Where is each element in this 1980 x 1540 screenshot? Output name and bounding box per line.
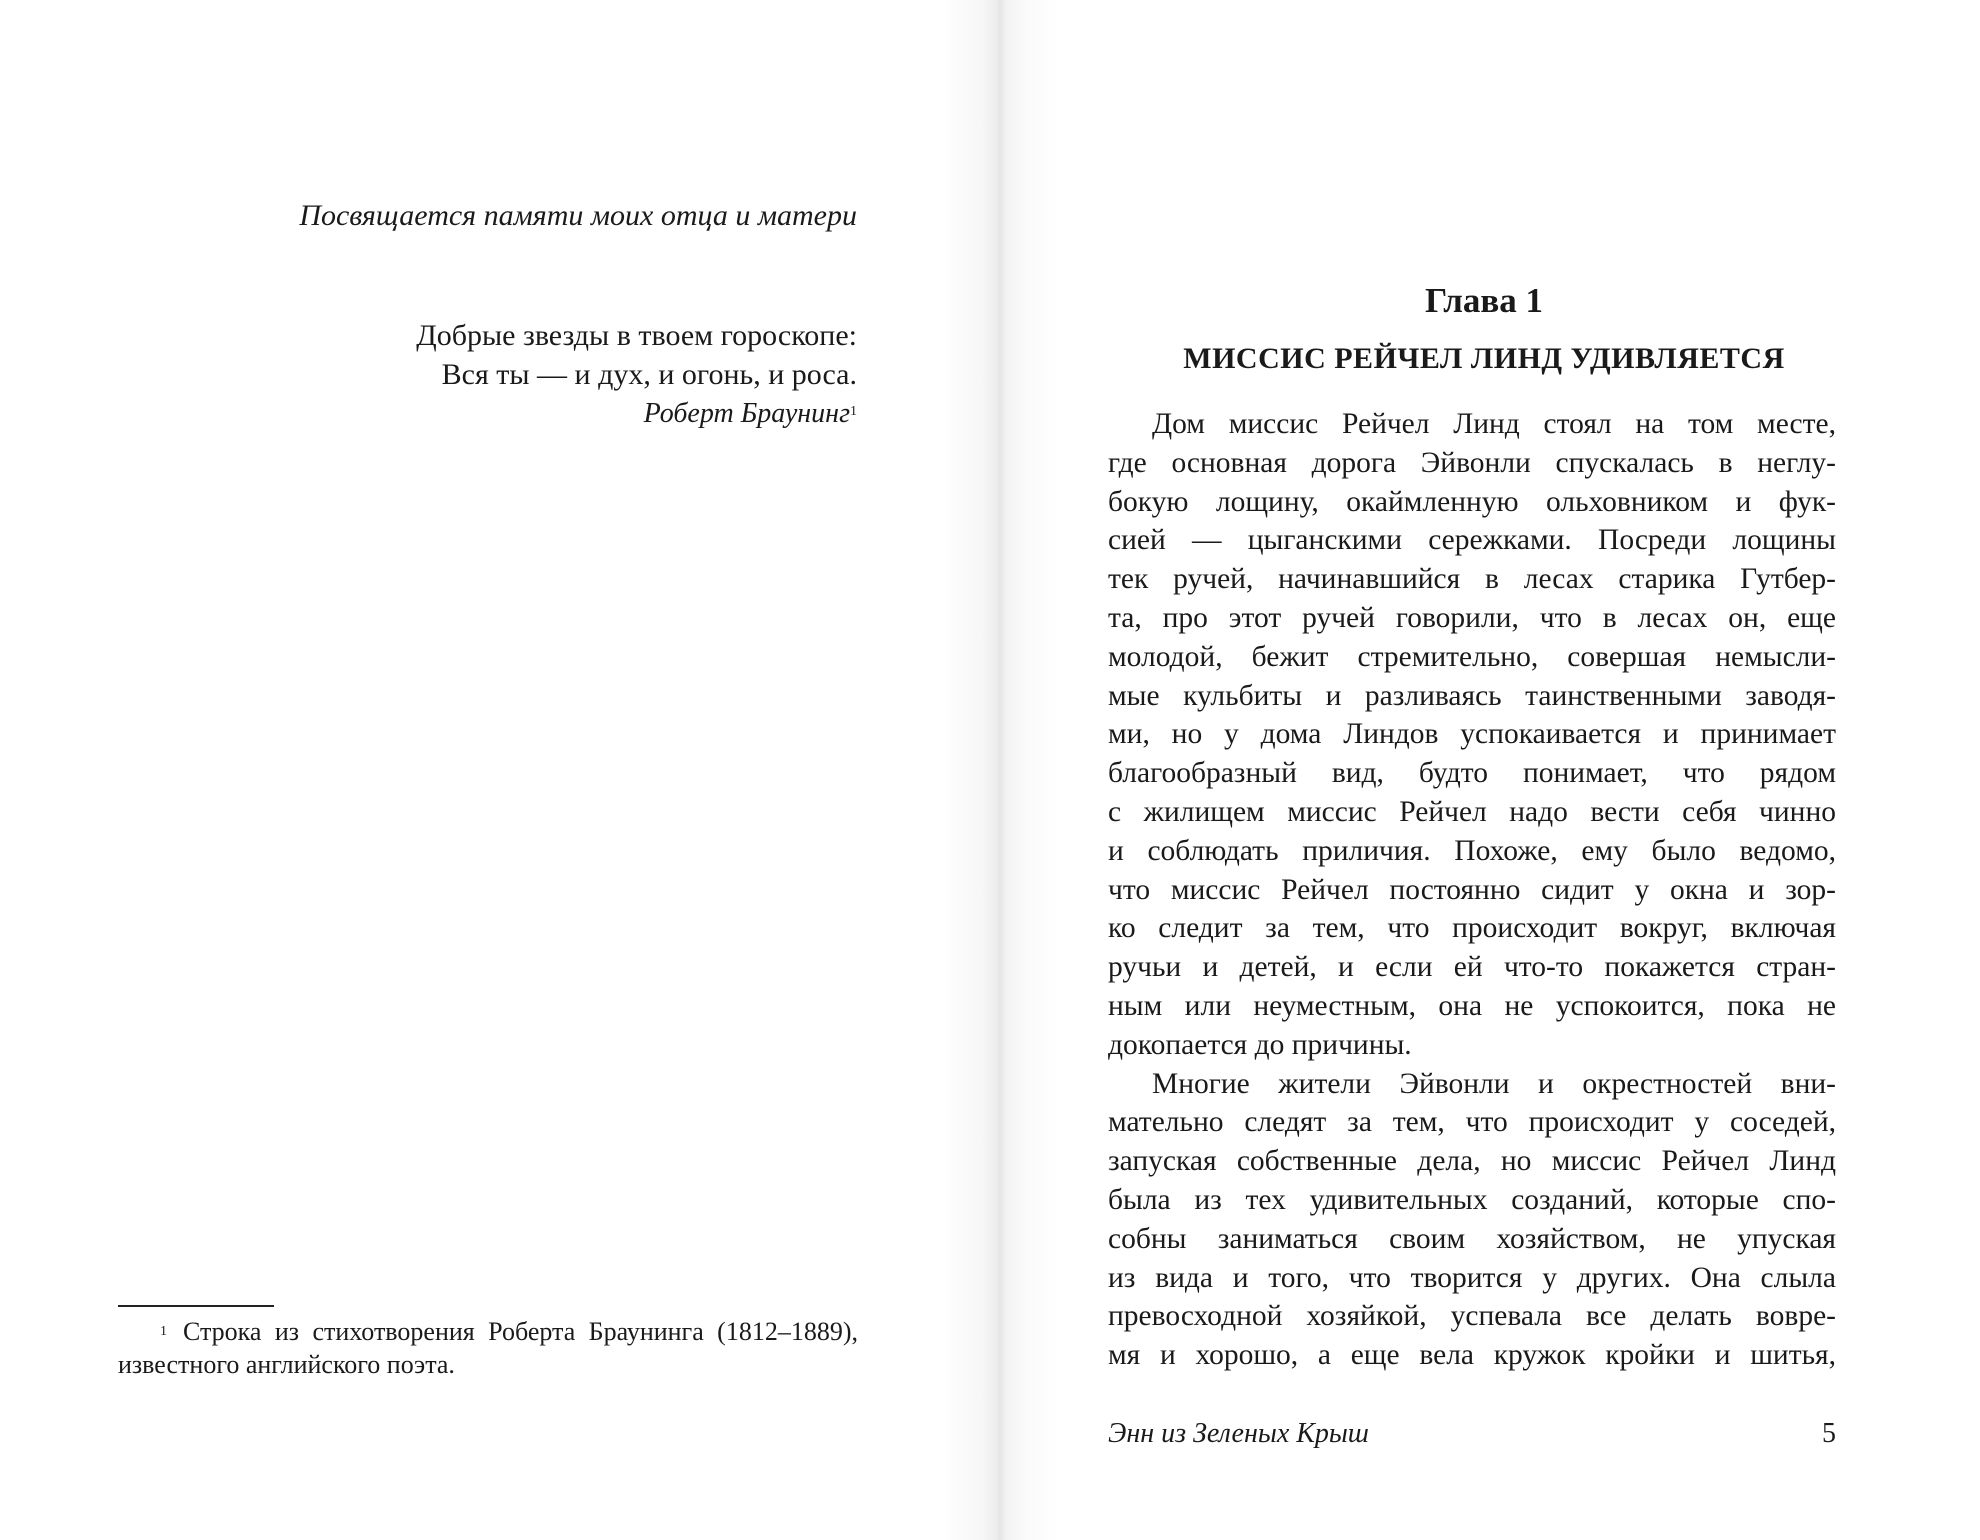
text-line: ми, но у дома Линдов успокаивается и принимает [1108,718,1836,751]
paragraph [1108,405,1836,1065]
text-line: ным или неуместным, она не успокоится, пока не [1108,989,1836,1022]
text-line: запуская собственные дела, но миссис Рейчел Линд [1108,1145,1836,1178]
text-line: благообразный вид, будто понимает, что рядом [1108,757,1836,790]
text-line: где основная дорога Эйвонли спускалась в неглу- [1108,446,1836,479]
body-text [1108,405,1836,1375]
text-line: с жилищем миссис Рейчел надо вести себя чинно [1108,795,1836,828]
text-line: докопается до причины. [1108,1028,1412,1061]
chapter-number: Глава 1 [1424,281,1544,320]
text-line: и соблюдать приличия. Похоже, ему было ведомо, [1108,834,1836,867]
book-gutter-shadow [940,0,1060,1540]
text-line: из вида и того, что творится у других. Она слыла [1108,1261,1836,1294]
text-line: Дом миссис Рейчел Линд стоял на том месте, [1152,408,1836,440]
right-page [988,0,1980,1540]
text-line: Многие жители Эйвонли и окрестностей вни- [1152,1067,1836,1100]
text-line: собны заниматься своим хозяйством, не упуская [1108,1222,1836,1255]
text-line: превосходной хозяйкой, успевала все делать вовре- [1108,1300,1836,1333]
running-footer [1108,1416,1836,1452]
text-line: сией — цыганскими сережками. Посреди лощины [1108,524,1836,557]
text-line: мя и хорошо, а еще вела кружок кройки и шитья, [1108,1339,1836,1372]
epigraph [416,316,857,433]
running-footer-book-title: Энн из Зеленых Крыш [1108,1418,1369,1449]
text-line: мые кульбиты и разливаясь таинственными заводя- [1108,679,1836,712]
chapter-title: МИССИС РЕЙЧЕЛ ЛИНД УДИВЛЯЕТСЯ [1183,342,1785,375]
paragraph [1108,1065,1836,1375]
dedication: Посвящается памяти моих отца и матери [299,199,857,232]
text-line: была из тех удивительных созданий, которые спо- [1108,1183,1836,1216]
footnote-divider [118,1305,274,1307]
text-line: тек ручей, начинавшийся в лесах старика Гутбер- [1108,563,1836,596]
text-line: ручьи и детей, и если ей что-то покажется стран- [1108,951,1836,984]
text-line: бокую лощину, окаймленную ольховником и фук- [1108,485,1836,518]
epigraph-line: Добрые звезды в твоем гороскопе: [416,319,857,352]
epigraph-author [416,394,857,433]
text-line: та, про этот ручей говорили, что в лесах он, еще [1108,601,1836,634]
left-page [0,0,988,1540]
text-line: что миссис Рейчел постоянно сидит у окна и зор- [1108,873,1836,906]
footnote-reference[interactable]: 1 [850,404,857,419]
page-number: 5 [1822,1418,1836,1449]
epigraph-line: Вся ты — и дух, и огонь, и роса. [441,358,857,391]
footnote [118,1315,858,1381]
text-line: мательно следят за тем, что происходит у соседей, [1108,1106,1836,1139]
text-line: ко следит за тем, что происходит вокруг, включая [1108,912,1836,945]
text-line: молодой, бежит стремительно, совершая немысли- [1108,640,1836,673]
footnote-mark: 1 [160,1324,167,1339]
footnote-text: Строка из стихотворения Роберта Браунинга (1812–1889), известного английского поэта. [118,1317,858,1379]
epigraph-author-name: Роберт Браунинг [643,398,850,429]
